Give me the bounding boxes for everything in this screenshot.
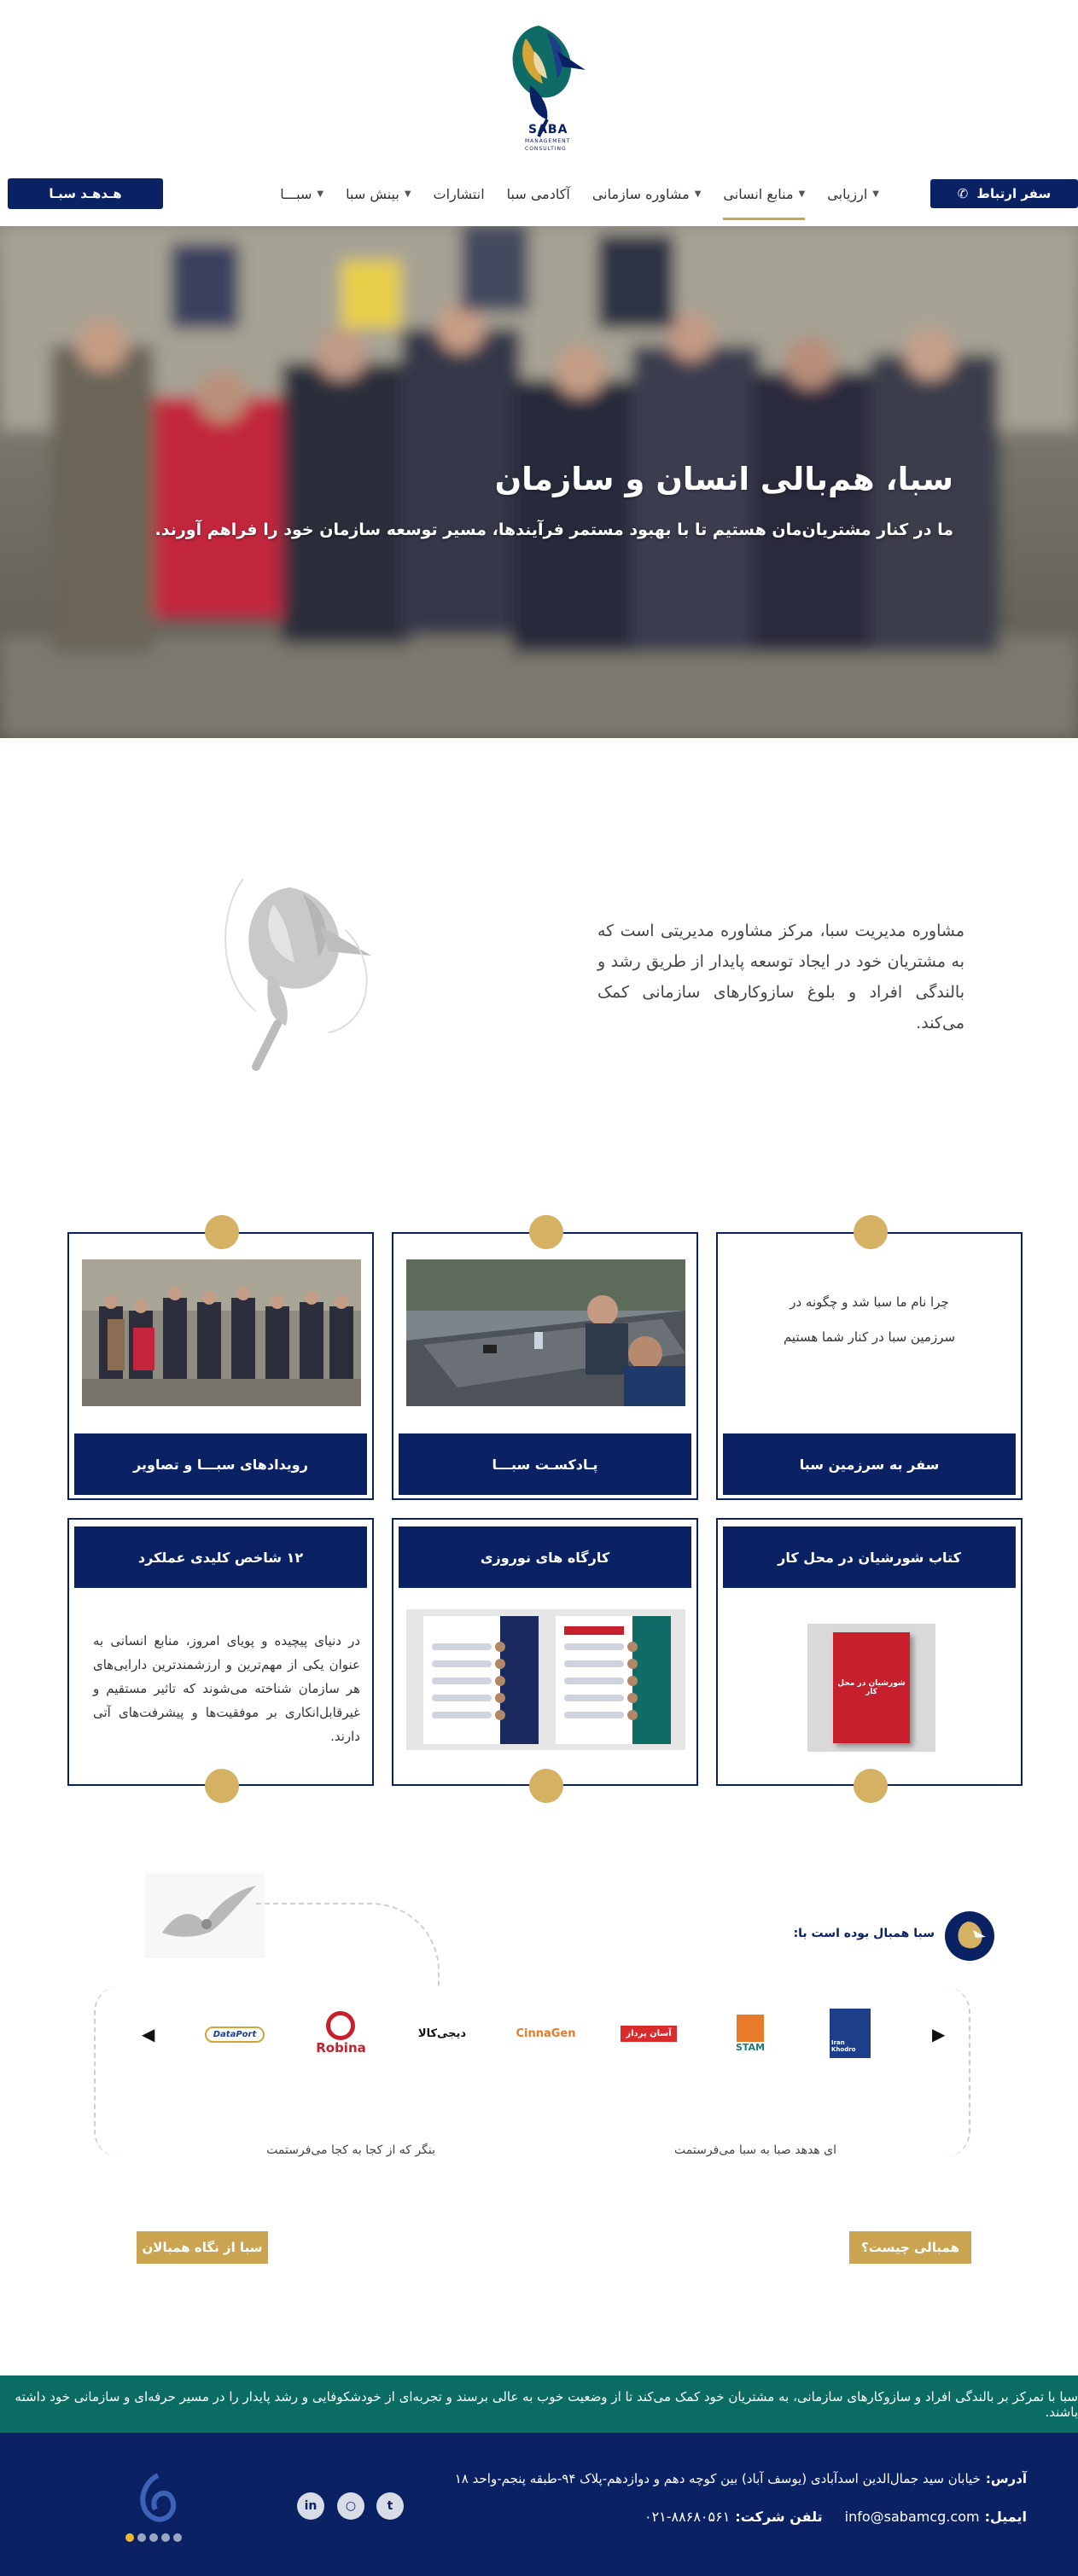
card-book[interactable] — [716, 1518, 1023, 1786]
partner-logo-dataport[interactable] — [205, 2024, 265, 2044]
twitter-icon[interactable]: t — [376, 2492, 404, 2520]
chevron-down-icon: ▼ — [694, 189, 702, 199]
nav-item-publications[interactable] — [434, 177, 485, 210]
hero-title: سبا، هم‌بالی انسان و سازمان — [494, 461, 953, 497]
partner-logo-digikala[interactable]: دیجی‌کالا — [417, 2026, 467, 2040]
site-logo[interactable] — [487, 17, 598, 154]
gold-dot — [854, 1215, 888, 1249]
partner-logo-iran-khodro[interactable] — [825, 2005, 876, 2061]
nav-label: آکادمی سبا — [506, 185, 570, 202]
card-podcast[interactable] — [392, 1232, 698, 1500]
contact-button[interactable] — [930, 179, 1078, 208]
card-kpi-band[interactable]: ۱۲ شاخص کلیدی عملکرد — [74, 1526, 367, 1588]
card-journey-text1: چرا نام ما سبا شد و چگونه در — [790, 1294, 949, 1310]
footer-address-row — [259, 2471, 1027, 2486]
address-text: خیابان سید جمال‌الدین اسدآبادی (یوسف آباد) بین کوچه دهم و دوازدهم-پلاک ۹۴-طبقه پنجم-واحد ۱۸ — [454, 2471, 981, 2486]
card-kpi-text: در دنیای پیچیده و پویای امروز، منابع انسانی به عنوان یکی از مهم‌ترین و ارزشمندترین دارایی‌های هر سازمان شناخته می‌شوند که تاثیر مستقیم و غیرقابل‌انکاری بر موفقیت‌ها و پیشرفت‌های آتی دارند. — [93, 1633, 360, 1744]
events-photo — [82, 1259, 361, 1406]
gold-dot — [205, 1215, 239, 1249]
partners-view-button[interactable]: سبا از نگاه همبالان — [137, 2231, 268, 2264]
robina-mark-icon — [326, 2011, 355, 2040]
nav-label: سبـــا — [280, 185, 312, 202]
chevron-down-icon: ▼ — [317, 189, 324, 199]
logo-sub2: CONSULTING — [525, 146, 567, 152]
partner-label: آسان پرداز — [621, 2026, 676, 2042]
enamad-badge-icon[interactable] — [119, 2463, 196, 2556]
email-link[interactable]: info@sabamcg.com — [844, 2509, 980, 2525]
nav-label: انتشارات — [433, 185, 485, 202]
logo-sub1: MANAGEMENT — [525, 138, 571, 144]
stam-mark-icon — [737, 2015, 764, 2042]
main-nav — [282, 177, 879, 210]
linkedin-icon[interactable]: in — [297, 2492, 324, 2520]
nav-label: بینش سبا — [346, 185, 399, 202]
book-cover-title: شورشیان در محل کار — [833, 1632, 910, 1743]
chevron-down-icon: ▼ — [798, 189, 806, 199]
card-kpi[interactable] — [67, 1518, 374, 1786]
podcast-photo — [406, 1259, 685, 1406]
card-podcast-band[interactable]: پـادکسـت سبـــا — [399, 1433, 691, 1495]
logo-name: SABA — [528, 123, 568, 137]
card-events-band[interactable]: رویدادهای سبـــا و تصاویر — [74, 1433, 367, 1495]
email-label: ایمیل: — [984, 2509, 1027, 2525]
partner-logo-robina[interactable] — [309, 2005, 373, 2061]
phone-label: تلفن شرکت: — [735, 2509, 823, 2525]
hero-subtitle: ما در کنار مشتریان‌مان هستیم تا با بهبود مستمر فرآیندها، مسیر توسعه سازمان خود را فراهم آورند. — [154, 520, 953, 539]
card-journey-band[interactable]: سفر به سرزمین سبا — [723, 1433, 1016, 1495]
flying-bird-image — [145, 1873, 265, 1958]
gold-dot — [529, 1769, 563, 1803]
address-label: آدرس: — [985, 2471, 1027, 2486]
partners-logo-icon — [945, 1911, 994, 1961]
partners-heading: سبا همبال بوده است با: — [793, 1927, 935, 1940]
card-workshops-band[interactable]: کارگاه های نوروزی — [399, 1526, 691, 1588]
card-events[interactable] — [67, 1232, 374, 1500]
hodhod-button[interactable]: هـدهـد سبـا — [8, 178, 163, 209]
contact-button-label: سفر ارتباط — [976, 186, 1052, 201]
footer-contact-row — [429, 2509, 1027, 2525]
partner-logo-asan[interactable] — [619, 2018, 679, 2049]
instagram-icon[interactable]: ○ — [337, 2492, 364, 2520]
gold-dot — [529, 1215, 563, 1249]
nav-label: ارزیابی — [827, 185, 868, 202]
card-book-band[interactable]: کتاب شورشیان در محل کار — [723, 1526, 1016, 1588]
hoopoe-watermark-icon — [209, 862, 393, 1084]
nav-label: مشاوره سازمانی — [591, 185, 690, 202]
chevron-down-icon: ▼ — [872, 189, 879, 199]
gold-dot — [205, 1769, 239, 1803]
nav-item-academy[interactable] — [507, 177, 570, 210]
partner-label: STAM — [735, 2041, 766, 2053]
phone-number[interactable]: ۰۲۱-۸۸۶۸۰۵۶۱ — [644, 2509, 731, 2525]
gold-dot — [854, 1769, 888, 1803]
what-is-hambali-button[interactable]: همبالی چیست؟ — [849, 2231, 971, 2264]
nav-item-consulting[interactable] — [592, 177, 702, 210]
card-workshops[interactable] — [392, 1518, 698, 1786]
nav-item-saba[interactable] — [280, 177, 323, 210]
nav-item-hr[interactable] — [723, 177, 805, 210]
workshops-poster — [406, 1609, 685, 1750]
nav-item-insight[interactable] — [346, 177, 411, 210]
chevron-down-icon: ▼ — [404, 189, 411, 199]
card-journey-text2: سرزمین سبا در کنار شما هستیم — [783, 1329, 956, 1345]
nav-label: منابع انسانی — [723, 185, 794, 202]
book-cover-photo — [807, 1624, 935, 1752]
partner-logo-cinnagen[interactable]: CinnaGen — [516, 2026, 576, 2040]
carousel-next-icon[interactable]: ▶ — [932, 2024, 946, 2044]
footer — [0, 2433, 1078, 2576]
nav-item-evaluation[interactable] — [827, 177, 879, 210]
phone-icon: ✆ — [957, 186, 969, 201]
footer-tagline: سبا با تمرکز بر بالندگی افراد و سازوکارهای سازمانی، به مشتریان خود کمک می‌کند تا از وضعیت خوب به عالی برسند و تجربه‌ای از خودشکوفایی و رشد پایدار را در مسیر حرفه‌ای و سازمانی خود داشته باشند. — [0, 2375, 1078, 2433]
card-journey[interactable] — [716, 1232, 1023, 1500]
partner-label: Iran Khodro — [830, 2009, 871, 2058]
partner-label: Robina — [316, 2040, 366, 2056]
carousel-prev-icon[interactable]: ◀ — [142, 2024, 155, 2044]
partner-logo-stam[interactable] — [725, 2005, 776, 2061]
caption-right: ای هدهد صبا به سبا می‌فرستمت — [674, 2143, 836, 2157]
intro-text: مشاوره مدیریت سبا، مرکز مشاوره مدیریتی است که به مشتریان خود در ایجاد توسعه پایدار از طریق رشد و بالندگی افراد و بلوغ سازوکارهای سازمانی کمک می‌کند. — [597, 922, 964, 1032]
caption-left: بنگر که از کجا به کجا می‌فرستمت — [266, 2143, 435, 2157]
dashed-path — [256, 1903, 440, 1988]
partner-label: DataPort — [205, 2026, 265, 2043]
